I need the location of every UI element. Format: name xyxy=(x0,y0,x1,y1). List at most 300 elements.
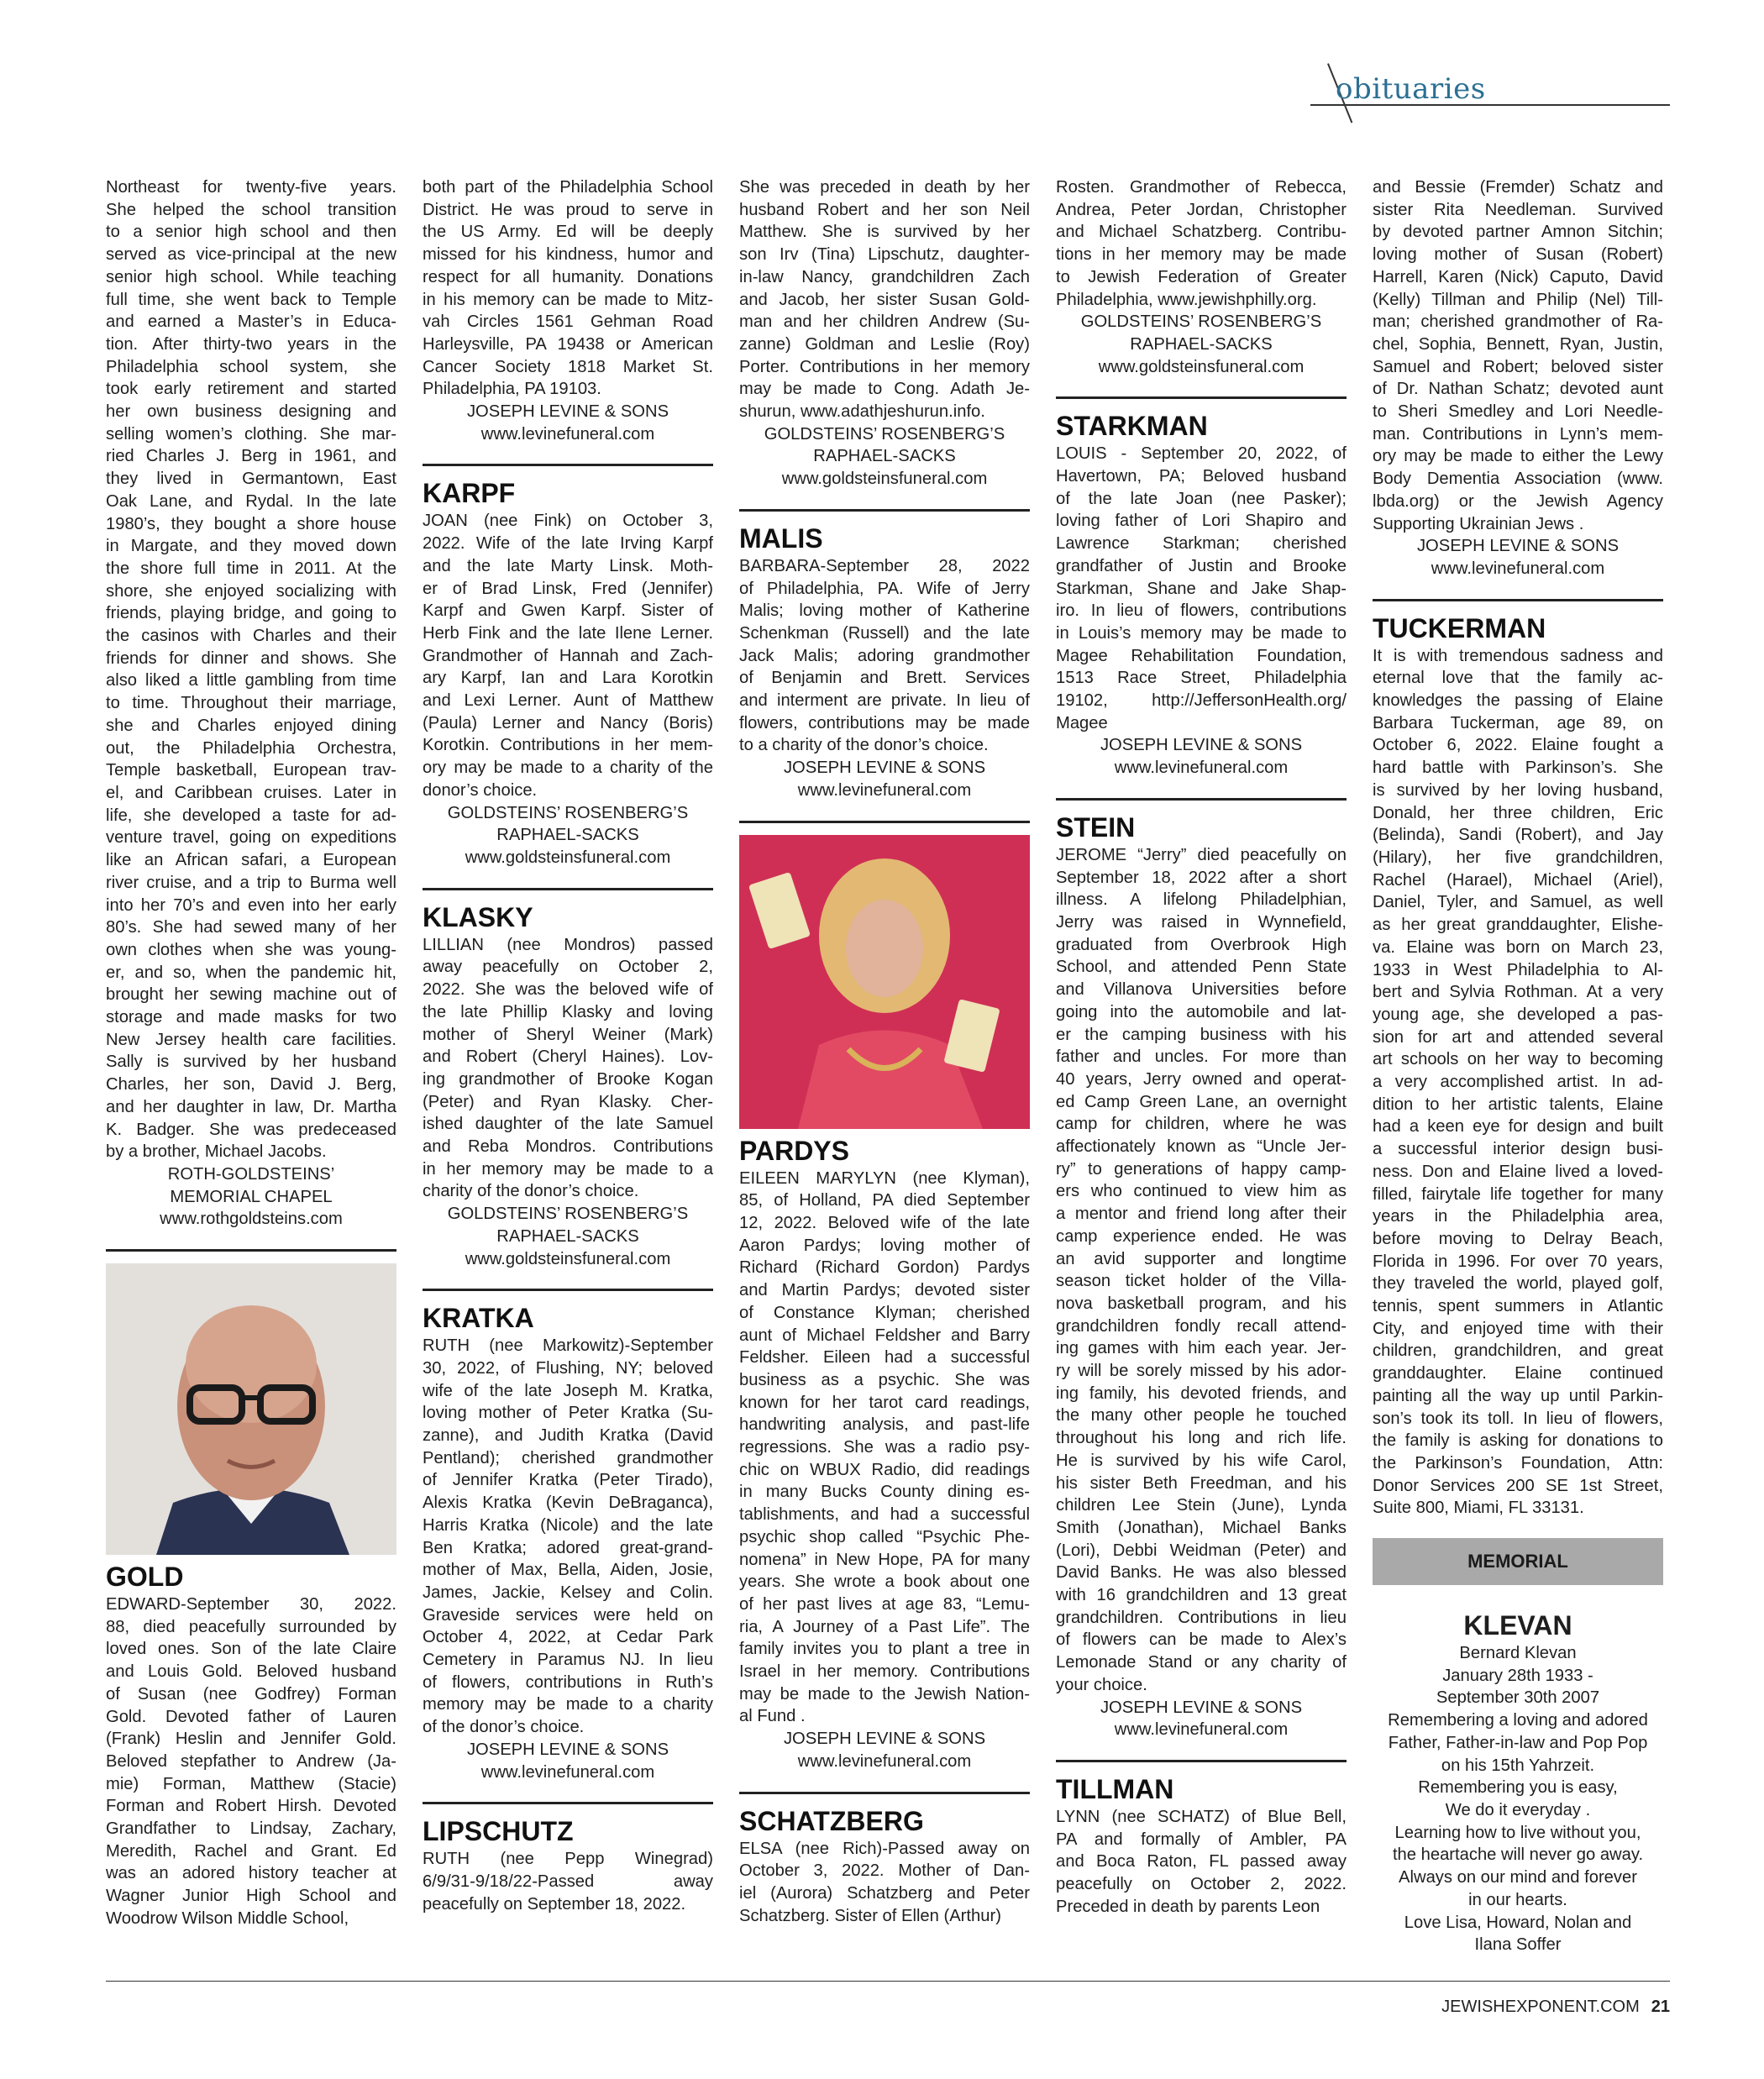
text-line: and her daughter in law, Dr. Martha xyxy=(106,1097,396,1116)
text-line: JOSEPH LEVINE & SONS xyxy=(1416,537,1620,556)
text-line: river cruise, and a trip to Burma well xyxy=(106,873,396,892)
text-line: flowers, contributions may be made xyxy=(739,713,1030,732)
text-line: Aaron Pardys; loving mother of xyxy=(739,1236,1030,1255)
text-line: they lived in Germantown, East xyxy=(106,470,396,489)
text-line: loving father of Lori Shapiro and xyxy=(1056,512,1347,531)
text-line: (Belinda), Sandi (Robert), and Jay xyxy=(1373,826,1663,845)
text-line: to Jewish Federation of Greater xyxy=(1056,267,1347,286)
text-line: www.goldsteinsfuneral.com xyxy=(781,470,988,489)
text-line: as her great granddaughter, Elishe- xyxy=(1373,916,1663,935)
text-line: David Banks. He was also blessed xyxy=(1056,1563,1347,1583)
text-line: zanne), and Judith Kratka (David xyxy=(423,1426,713,1446)
page-footer xyxy=(1441,1998,1670,2017)
text-line: and interment are private. In lieu of xyxy=(739,691,1030,711)
text-line: ness. Don and Elaine lived a loved- xyxy=(1373,1162,1663,1181)
text-line: She was preceded in death by her xyxy=(739,178,1030,197)
text-line: psychic shop called “Psychic Phe- xyxy=(739,1527,1030,1546)
text-line: the casinos with Charles and their xyxy=(106,627,396,646)
text-line: both part of the Philadelphia School xyxy=(423,178,713,197)
text-line: ed Camp Green Lane, an overnight xyxy=(1056,1092,1347,1111)
text-line: business as a psychic. She was xyxy=(739,1370,1030,1389)
text-line: donor’s choice. xyxy=(423,780,538,800)
text-line: JOAN (nee Fink) on October 3, xyxy=(423,512,713,531)
text-line: son’s took its toll. In lieu of flowers, xyxy=(1373,1409,1663,1428)
text-line: and Louis Gold. Beloved husband xyxy=(106,1662,396,1682)
text-line: years in the Philadelphia area, xyxy=(1373,1207,1663,1226)
entry-name: PARDYS xyxy=(739,1135,849,1166)
text-line: of Jennifer Kratka (Peter Tirado), xyxy=(423,1471,713,1490)
text-line: your choice. xyxy=(1056,1675,1147,1694)
entry-divider xyxy=(423,1289,713,1291)
column-5 xyxy=(1373,176,1663,1956)
text-line: the shore full time in 2011. At the xyxy=(106,559,396,578)
text-line: Beloved stepfather to Andrew (Ja- xyxy=(106,1751,396,1771)
text-line: lbda.org) or the Jewish Agency xyxy=(1373,491,1663,511)
text-line: mother of Max, Bella, Aiden, Josie, xyxy=(423,1561,713,1580)
text-line: tennis, spent summers in Atlantic xyxy=(1373,1297,1663,1316)
text-line: 85, of Holland, PA died September xyxy=(739,1191,1030,1210)
text-line: GOLDSTEINS’ ROSENBERG’S xyxy=(447,1205,689,1224)
text-line: Feldsher. Eileen had a successful xyxy=(739,1348,1030,1368)
text-line: LOUIS - September 20, 2022, of xyxy=(1056,444,1347,464)
text-line: in her memory may be made to a xyxy=(423,1159,713,1179)
text-line: nova basketball program, and his xyxy=(1056,1294,1347,1313)
text-line: in many Bucks County dining es- xyxy=(739,1483,1030,1502)
text-line: ing family, his devoted friends, and xyxy=(1056,1383,1347,1403)
text-line: Philadelphia, www.jewishphilly.org. xyxy=(1056,290,1317,309)
text-line: Karpf and Gwen Karpf. Sister of xyxy=(423,601,713,621)
footer-site: JEWISHEXPONENT.COM xyxy=(1441,1998,1640,2016)
text-line: Alexis Kratka (Kevin DeBraganca), xyxy=(423,1494,713,1513)
text-line: the family is asking for donations to xyxy=(1373,1431,1663,1451)
text-line: handwriting analysis, and past-life xyxy=(739,1415,1030,1435)
text-line: art schools on her way to becoming xyxy=(1373,1050,1663,1069)
text-line: and Martin Pardys; devoted sister xyxy=(739,1281,1030,1300)
text-line: in our hearts. xyxy=(1468,1890,1567,1909)
obituary-kratka xyxy=(423,1289,713,1783)
text-line: season ticket holder of the Villa- xyxy=(1056,1272,1347,1291)
text-line: wife of the late Joseph M. Kratka, xyxy=(423,1381,713,1400)
text-line: Lawrence Starkman; cherished xyxy=(1056,534,1347,554)
portrait-photo-gold xyxy=(106,1263,396,1555)
text-line: www.levinefuneral.com xyxy=(1114,1720,1289,1740)
text-line: before moving to Delray Beach, xyxy=(1373,1229,1663,1248)
entry-text xyxy=(739,1168,1030,1729)
funeral-home-credit xyxy=(739,423,1030,491)
text-line: Schenkman (Russell) and the late xyxy=(739,623,1030,643)
obituary-tuckerman xyxy=(1373,599,1663,1520)
text-line: Temple basketball, European trav- xyxy=(106,761,396,780)
text-line: Pentland); cherished grandmother xyxy=(423,1448,713,1467)
text-line: children, grandchildren, and great xyxy=(1373,1341,1663,1361)
text-line: granddaughter. Elaine continued xyxy=(1373,1364,1663,1383)
text-line: 19102, http://JeffersonHealth.org/ xyxy=(1056,691,1347,711)
text-line: JOSEPH LEVINE & SONS xyxy=(466,402,669,422)
obituary-starkman xyxy=(1056,396,1347,780)
text-line: Andrea, Peter Jordan, Christopher xyxy=(1056,200,1347,219)
entry-text xyxy=(1373,645,1663,1520)
text-line: of Benjamin and Brett. Services xyxy=(739,669,1030,688)
text-line: dition to her artistic talents, Elaine xyxy=(1373,1095,1663,1114)
text-line: husband Robert and her son Neil xyxy=(739,200,1030,219)
text-line: full time, she went back to Temple xyxy=(106,290,396,309)
section-header xyxy=(1310,66,1670,124)
funeral-home-credit xyxy=(423,1739,713,1783)
text-line: life, she developed a taste for ad- xyxy=(106,806,396,825)
text-line: School, and attended Penn State xyxy=(1056,958,1347,977)
text-line: Remembering you is easy, xyxy=(1418,1778,1618,1798)
text-line: and Robert (Cheryl Haines). Lov- xyxy=(423,1047,713,1067)
obituary-continuation-text xyxy=(106,176,396,1163)
text-line: JOSEPH LEVINE & SONS xyxy=(466,1740,669,1759)
text-line: years. She wrote a book about one xyxy=(739,1572,1030,1592)
text-line: storage and made masks for two xyxy=(106,1008,396,1027)
text-line: Florida in 1996. For over 70 years, xyxy=(1373,1252,1663,1271)
text-line: and Michael Schatzberg. Contribu- xyxy=(1056,223,1347,242)
text-line: senior high school. While teaching xyxy=(106,267,396,286)
obituary-lipschutz xyxy=(423,1802,713,1915)
text-line: and the late Marty Linsk. Moth- xyxy=(423,556,713,575)
text-line: Grandmother of Hannah and Zach- xyxy=(423,646,713,665)
text-line: going into the automobile and lat- xyxy=(1056,1002,1347,1021)
text-line: and Lexi Lerner. Aunt of Matthew xyxy=(423,691,713,711)
memorial-name: KLEVAN xyxy=(1463,1610,1572,1641)
text-line: ary Karpf, Ian and Lara Korotkin xyxy=(423,669,713,688)
text-line: Korotkin. Contributions in her mem- xyxy=(423,736,713,755)
entry-divider xyxy=(106,1249,396,1252)
text-line: father and uncles. For more than xyxy=(1056,1047,1347,1067)
entry-name: STEIN xyxy=(1056,811,1136,843)
text-line: chel, Sophia, Bennett, Ryan, Justin, xyxy=(1373,334,1663,354)
column-4 xyxy=(1056,176,1347,1919)
text-line: EILEEN MARYLYN (nee Klyman), xyxy=(739,1168,1030,1188)
text-line: camp for children, where he was xyxy=(1056,1115,1347,1134)
column-1 xyxy=(106,176,396,1930)
text-line: had a keen eye for design and built xyxy=(1373,1117,1663,1137)
text-line: Meredith, Rachel and Grant. Ed xyxy=(106,1841,396,1861)
text-line: she and Charles enjoyed dining xyxy=(106,716,396,735)
text-line: RAPHAEL-SACKS xyxy=(496,1226,639,1246)
entry-divider xyxy=(423,464,713,466)
text-line: hard battle with Parkinson’s. She xyxy=(1373,759,1663,778)
text-line: www.goldsteinsfuneral.com xyxy=(465,1249,671,1268)
text-line: mie) Forman, Matthew (Stacie) xyxy=(106,1774,396,1793)
obituary-klasky xyxy=(423,888,713,1271)
text-line: Harleysville, PA 19438 or American xyxy=(423,334,713,354)
text-line: Richard (Richard Gordon) Pardys xyxy=(739,1258,1030,1278)
text-line: of Dr. Nathan Schatz; devoted aunt xyxy=(1373,380,1663,399)
text-line: Donor Services 200 SE 1st Street, xyxy=(1373,1476,1663,1495)
text-line: loved ones. Son of the late Claire xyxy=(106,1640,396,1659)
text-line: peacefully on September 18, 2022. xyxy=(423,1894,686,1914)
text-line: ry will be sorely missed by his ador- xyxy=(1056,1362,1347,1381)
text-line: painting all the way up until Parkin- xyxy=(1373,1386,1663,1405)
text-line: Harrell, Karen (Nick) Caputo, David xyxy=(1373,267,1663,286)
text-line: of the donor’s choice. xyxy=(423,1718,585,1737)
text-line: children Lee Stein (June), Lynda xyxy=(1056,1496,1347,1515)
text-line: Gold. Devoted father of Lauren xyxy=(106,1707,396,1726)
entry-name: KRATKA xyxy=(423,1303,534,1334)
entry-text xyxy=(1056,443,1347,734)
text-line: friends, playing bridge, and going to xyxy=(106,604,396,623)
text-line: may be made to Cong. Adath Je- xyxy=(739,380,1030,399)
text-line: Body Dementia Association (www. xyxy=(1373,470,1663,489)
text-line: Preceded in death by parents Leon xyxy=(1056,1897,1320,1916)
text-line: they traveled the world, played golf, xyxy=(1373,1274,1663,1294)
text-line: to time. Throughout their marriage, xyxy=(106,694,396,713)
text-line: (Hilary), her five grandchildren, xyxy=(1373,848,1663,867)
funeral-home-credit xyxy=(423,1203,713,1270)
text-line: of Constance Klyman; cherished xyxy=(739,1303,1030,1322)
text-line: er, and so, when the pandemic hit, xyxy=(106,963,396,982)
funeral-home-credit xyxy=(423,802,713,869)
entry-text xyxy=(423,1335,713,1739)
text-line: throughout his long and rich life. xyxy=(1056,1429,1347,1448)
text-line: www.rothgoldsteins.com xyxy=(160,1210,343,1229)
text-line: man. Contributions in Lynn’s mem- xyxy=(1373,424,1663,444)
text-line: affectionately known as “Uncle Jer- xyxy=(1056,1137,1347,1157)
text-line: JOSEPH LEVINE & SONS xyxy=(1100,1698,1303,1717)
text-line: EDWARD-September 30, 2022. xyxy=(106,1595,396,1614)
text-line: the Parkinson’s Foundation, Attn: xyxy=(1373,1453,1663,1473)
text-line: September 30th 2007 xyxy=(1436,1688,1600,1708)
text-line: Father, Father-in-law and Pop Pop xyxy=(1388,1733,1648,1752)
text-line: JOSEPH LEVINE & SONS xyxy=(1100,736,1303,755)
text-line: She helped the school transition xyxy=(106,200,396,219)
text-line: Daniel, Tyler, and Samuel, as well xyxy=(1373,893,1663,912)
entry-divider xyxy=(739,1792,1030,1794)
text-line: of Philadelphia, PA. Wife of Jerry xyxy=(739,579,1030,598)
text-line: ried Charles J. Berg in 1961, and xyxy=(106,447,396,466)
text-line: may be made to the Jewish Nation- xyxy=(739,1684,1030,1704)
text-line: tions in her memory may be made xyxy=(1056,245,1347,265)
text-line: Jack Malis; adoring grandmother xyxy=(739,646,1030,665)
entry-name: TILLMAN xyxy=(1056,1774,1174,1804)
entry-divider xyxy=(1373,599,1663,601)
funeral-home-credit xyxy=(423,401,713,445)
text-line: peacefully on October 2, 2022. xyxy=(1056,1875,1347,1894)
text-line: RAPHAEL-SACKS xyxy=(1130,334,1273,354)
text-line: in Margate, and they moved down xyxy=(106,537,396,556)
obituary-pardys xyxy=(739,821,1030,1773)
entry-text xyxy=(106,1593,396,1930)
text-line: loving mother of Susan (Robert) xyxy=(1373,245,1663,265)
text-line: Charles, her son, David J. Berg, xyxy=(106,1075,396,1095)
text-line: January 28th 1933 - xyxy=(1442,1666,1593,1685)
text-line: on his 15th Yahrzeit. xyxy=(1441,1756,1595,1775)
text-line: to a senior high school and then xyxy=(106,223,396,242)
text-line: iel (Aurora) Schatzberg and Peter xyxy=(739,1883,1030,1903)
text-line: ing games with him each year. Jer- xyxy=(1056,1339,1347,1358)
entry-text xyxy=(423,1848,713,1915)
text-line: Harris Kratka (Nicole) and the late xyxy=(423,1515,713,1535)
entry-name: KLASKY xyxy=(423,901,533,932)
entry-divider xyxy=(739,821,1030,823)
text-line: served as vice-principal at the new xyxy=(106,245,396,265)
text-line: Sally is survived by her husband xyxy=(106,1053,396,1072)
text-line: into her 70’s and even into her early xyxy=(106,895,396,915)
text-line: sion for art and attended several xyxy=(1373,1027,1663,1047)
text-line: away peacefully on October 2, xyxy=(423,958,713,977)
text-line: like an African safari, a European xyxy=(106,851,396,870)
text-line: MEMORIAL CHAPEL xyxy=(170,1187,333,1206)
portrait-photo-pardys xyxy=(739,835,1030,1129)
text-line: grandfather of Justin and Brooke xyxy=(1056,556,1347,575)
text-line: Barbara Tuckerman, age 89, on xyxy=(1373,713,1663,732)
text-line: of Susan (nee Godfrey) Forman xyxy=(106,1684,396,1704)
text-line: www.levinefuneral.com xyxy=(480,1762,655,1782)
text-line: took early retirement and started xyxy=(106,380,396,399)
text-line: 1980’s, they bought a shore house xyxy=(106,514,396,533)
text-line: ria, A Journey of a Past Life”. The xyxy=(739,1617,1030,1636)
text-line: son Irv (Tina) Lipschutz, daughter- xyxy=(739,245,1030,265)
text-line: the US Army. Ed will be deeply xyxy=(423,223,713,242)
text-line: RUTH (nee Markowitz)-September xyxy=(423,1336,713,1356)
text-line: el, and Caribbean cruises. Later in xyxy=(106,783,396,802)
text-line: zanne) Goldman and Leslie (Roy) xyxy=(739,334,1030,354)
text-line: 88, died peacefully surrounded by xyxy=(106,1617,396,1636)
text-line: (Peter) and Ryan Klasky. Cher- xyxy=(423,1092,713,1111)
text-line: ished daughter of the late Samuel xyxy=(423,1115,713,1134)
text-line: City, and enjoyed time with their xyxy=(1373,1319,1663,1338)
text-line: District. He was proud to serve in xyxy=(423,200,713,219)
entry-text xyxy=(739,1838,1030,1928)
text-line: He is survived by his wife Carol, xyxy=(1056,1451,1347,1470)
text-line: 80’s. She had sewed many of her xyxy=(106,918,396,937)
text-line: www.levinefuneral.com xyxy=(1431,559,1605,578)
entry-divider xyxy=(1056,798,1347,801)
text-line: and Jacob, her sister Susan Gold- xyxy=(739,290,1030,309)
text-line: Magee xyxy=(1056,713,1108,732)
text-line: nomena” in New Hope, PA for many xyxy=(739,1550,1030,1569)
text-line: a successful interior design busi- xyxy=(1373,1140,1663,1159)
text-line: Malis; loving mother of Katherine xyxy=(739,601,1030,621)
text-line: eternal love that the family ac- xyxy=(1373,669,1663,688)
funeral-home-credit xyxy=(1056,1697,1347,1741)
text-line: K. Badger. She was predeceased xyxy=(106,1120,396,1139)
obituary-schatzberg xyxy=(739,1792,1030,1928)
text-line: Supporting Ukrainian Jews . xyxy=(1373,514,1584,533)
text-line: LILLIAN (nee Mondros) passed xyxy=(423,935,713,954)
text-line: BARBARA-September 28, 2022 xyxy=(739,556,1030,575)
text-line: is survived by her loving husband, xyxy=(1373,780,1663,800)
entry-text xyxy=(1056,1806,1347,1919)
text-line: illness. A lifelong Philadelphian, xyxy=(1056,890,1347,910)
obituary-gold xyxy=(106,1249,396,1930)
text-line: GOLDSTEINS’ ROSENBERG’S xyxy=(764,424,1005,444)
entry-divider xyxy=(1056,396,1347,399)
text-line: James, Jackie, Kelsey and Colin. xyxy=(423,1583,713,1602)
text-line: shore, she enjoyed socializing with xyxy=(106,581,396,601)
text-line: his sister Beth Freedman, and his xyxy=(1056,1473,1347,1493)
entry-name: GOLD xyxy=(106,1562,184,1593)
text-line: the many other people he touched xyxy=(1056,1406,1347,1425)
text-line: a mentor and friend long after their xyxy=(1056,1205,1347,1224)
text-line: Northeast for twenty-five years. xyxy=(106,178,396,197)
text-line: (Kelly) Tillman and Philip (Nel) Till- xyxy=(1373,290,1663,309)
entry-divider xyxy=(1056,1760,1347,1762)
entry-name: LIPSCHUTZ xyxy=(423,1816,574,1847)
funeral-home-credit xyxy=(106,1163,396,1231)
text-line: graduated from Overbrook High xyxy=(1056,935,1347,954)
text-line: iro. In lieu of flowers, contributions xyxy=(1056,601,1347,621)
text-line: of flowers, contributions in Ruth’s xyxy=(423,1672,713,1692)
text-line: known for her tarot card readings, xyxy=(739,1393,1030,1412)
text-line: Suite 800, Miami, FL 33131. xyxy=(1373,1499,1584,1518)
obituary-stein xyxy=(1056,798,1347,1741)
text-line: Philadelphia school system, she xyxy=(106,357,396,376)
text-line: by devoted partner Amnon Sitchin; xyxy=(1373,223,1663,242)
text-line: (Paula) Lerner and Nancy (Boris) xyxy=(423,713,713,732)
text-line: October 3, 2022. Mother of Dan- xyxy=(739,1861,1030,1881)
text-line: RAPHAEL-SACKS xyxy=(496,826,639,845)
text-line: and Bessie (Fremder) Schatz and xyxy=(1373,178,1663,197)
text-line: of flowers can be made to Alex’s xyxy=(1056,1630,1347,1650)
text-line: tablishments, and had a successful xyxy=(739,1505,1030,1525)
text-line: filled, fairytale life together for many xyxy=(1373,1184,1663,1204)
funeral-home-credit xyxy=(1056,734,1347,779)
text-line: ELSA (nee Rich)-Passed away on xyxy=(739,1839,1030,1858)
text-line: Learning how to live without you, xyxy=(1394,1823,1641,1842)
text-line: to Sheri Smedley and Lori Needle- xyxy=(1373,402,1663,422)
page-number: 21 xyxy=(1651,1998,1670,2016)
text-line: tion. After thirty-two years in the xyxy=(106,334,396,354)
text-line: a very accomplished artist. In ad- xyxy=(1373,1073,1663,1092)
text-line: and Boca Raton, FL passed away xyxy=(1056,1852,1347,1872)
text-line: Love Lisa, Howard, Nolan and xyxy=(1404,1913,1632,1932)
text-line: missed for his kindness, humor and xyxy=(423,245,713,265)
text-line: 40 years, Jerry owned and operat- xyxy=(1056,1069,1347,1089)
entry-text xyxy=(423,934,713,1203)
text-line: 2022. She was the beloved wife of xyxy=(423,980,713,1000)
text-line: GOLDSTEINS’ ROSENBERG’S xyxy=(1080,312,1322,332)
text-line: was an adored history teacher at xyxy=(106,1864,396,1883)
text-line: Jerry was raised in Wynnefield, xyxy=(1056,912,1347,932)
text-line: and earned a Master’s in Educa- xyxy=(106,312,396,332)
text-line: ing grandmother of Brooke Kogan xyxy=(423,1069,713,1089)
text-line: LYNN (nee SCHATZ) of Blue Bell, xyxy=(1056,1808,1347,1826)
text-line: her own business designing and xyxy=(106,402,396,422)
text-line: memory may be made to a charity xyxy=(423,1695,713,1714)
text-line: er of Brad Linsk, Fred (Jennifer) xyxy=(423,579,713,598)
text-line: charity of the donor’s choice. xyxy=(423,1182,639,1201)
text-line: friends for dinner and shows. She xyxy=(106,648,396,668)
text-line: also liked a little gambling from time xyxy=(106,671,396,690)
text-line: man and her children Andrew (Su- xyxy=(739,312,1030,332)
text-line: own clothes when she was young- xyxy=(106,940,396,959)
text-line: October 4, 2022, at Cedar Park xyxy=(423,1628,713,1647)
obituary-continuation-text xyxy=(1373,176,1663,535)
text-line: RAPHAEL-SACKS xyxy=(813,447,956,466)
text-line: of her past lives at age 83, “Lemu- xyxy=(739,1594,1030,1614)
text-line: JOSEPH LEVINE & SONS xyxy=(783,1730,986,1749)
text-line: family invites you to plant a tree in xyxy=(739,1640,1030,1659)
text-line: shurun, www.adathjeshurun.info. xyxy=(739,402,985,422)
text-line: in his memory can be made to Mitz- xyxy=(423,290,713,309)
funeral-home-credit xyxy=(739,757,1030,801)
funeral-home-credit xyxy=(1373,535,1663,580)
text-line: to a charity of the donor’s choice. xyxy=(739,736,989,755)
text-line: ory may be made to a charity of the xyxy=(423,759,713,778)
text-line: Grandfather to Lindsay, Zachary, xyxy=(106,1819,396,1839)
text-line: October 6, 2022. Elaine fought a xyxy=(1373,736,1663,755)
obituary-continuation-text xyxy=(423,176,713,401)
text-line: the heartache will never go away. xyxy=(1392,1845,1644,1865)
text-line: out, the Philadelphia Orchestra, xyxy=(106,738,396,758)
text-line: Cancer Society 1818 Market St. xyxy=(423,357,713,376)
text-line: 30, 2022, of Flushing, NY; beloved xyxy=(423,1358,713,1378)
text-line: grandchildren. Contributions in lieu xyxy=(1056,1608,1347,1627)
